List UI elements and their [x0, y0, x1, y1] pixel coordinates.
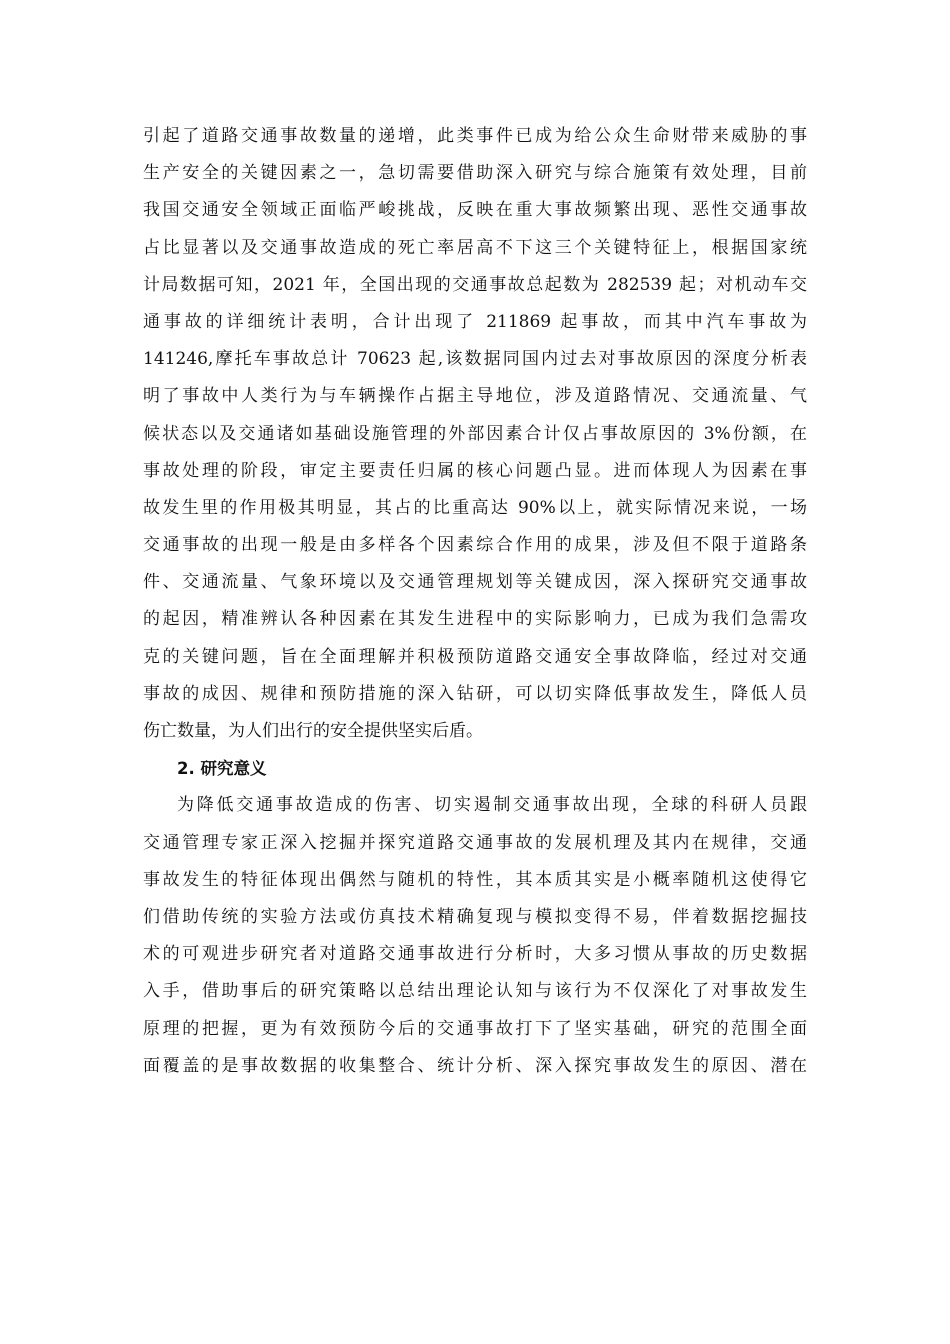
text-line: 为降低交通事故造成的伤害、切实遏制交通事故出现，全球的科研人员跟 — [177, 795, 807, 816]
text-line: 生产安全的关键因素之一，急切需要借助深入研究与综合施策有效处理，目前 — [143, 163, 807, 184]
text-line: 术的可观进步研究者对道路交通事故进行分析时，大多习惯从事故的历史数据 — [143, 944, 807, 965]
text-line: 面覆盖的是事故数据的收集整合、统计分析、深入探究事故发生的原因、潜在 — [143, 1055, 807, 1076]
paragraph-background — [143, 118, 807, 750]
text-line: 原理的把握，更为有效预防今后的交通事故打下了坚实基础，研究的范围全面 — [143, 1018, 807, 1039]
text-line: 故发生里的作用极其明显，其占的比重高达 90%以上，就实际情况来说，一场 — [143, 497, 807, 518]
text-line: 候状态以及交通诸如基础设施管理的外部因素合计仅占事故原因的 3%份额，在 — [143, 423, 807, 444]
text-line: 交通事故的出现一般是由多样各个因素综合作用的成果，涉及但不限于道路条 — [143, 535, 807, 556]
text-line: 计局数据可知，2021 年，全国出现的交通事故总起数为 282539 起；对机动车交 — [143, 274, 807, 295]
document-body — [143, 118, 807, 1085]
text-line: 引起了道路交通事故数量的递增，此类事件已成为给公众生命财带来威胁的事 — [143, 126, 807, 146]
paragraph-significance — [143, 787, 807, 1085]
text-line: 克的关键问题，旨在全面理解并积极预防道路交通安全事故降临，经过对交通 — [143, 646, 807, 667]
text-line: 伤亡数量，为人们出行的安全提供坚实后盾。 — [143, 721, 483, 741]
text-line: 通事故的详细统计表明，合计出现了 211869 起事故，而其中汽车事故为 — [143, 311, 807, 332]
text-line: 的起因，精准辨认各种因素在其发生进程中的实际影响力，已成为我们急需攻 — [143, 609, 807, 630]
text-line: 141246,摩托车事故总计 70623 起,该数据同国内过去对事故原因的深度分析表 — [143, 349, 807, 370]
text-line: 事故处理的阶段，审定主要责任归属的核心问题凸显。进而体现人为因素在事 — [143, 460, 807, 481]
text-line: 占比显著以及交通事故造成的死亡率居高不下这三个关键特征上，根据国家统 — [143, 237, 807, 258]
text-line: 我国交通安全领域正面临严峻挑战，反映在重大事故频繁出现、恶性交通事故 — [143, 200, 807, 221]
text-line: 明了事故中人类行为与车辆操作占据主导地位，涉及道路情况、交通流量、气 — [143, 386, 807, 407]
text-line: 事故的成因、规律和预防措施的深入钻研，可以切实降低事故发生，降低人员 — [143, 683, 807, 704]
text-line: 件、交通流量、气象环境以及交通管理规划等关键成因，深入探研究交通事故 — [143, 572, 807, 593]
section-heading: 2. 研究意义 — [177, 759, 267, 779]
text-line: 交通管理专家正深入挖掘并探究道路交通事故的发展机理及其内在规律，交通 — [143, 832, 807, 853]
text-line: 事故发生的特征体现出偶然与随机的特性，其本质其实是小概率随机这使得它 — [143, 869, 807, 890]
text-line: 们借助传统的实验方法或仿真技术精确复现与模拟变得不易，伴着数据挖掘技 — [143, 906, 807, 927]
text-line: 入手，借助事后的研究策略以总结出理论认知与该行为不仅深化了对事故发生 — [143, 981, 807, 1002]
